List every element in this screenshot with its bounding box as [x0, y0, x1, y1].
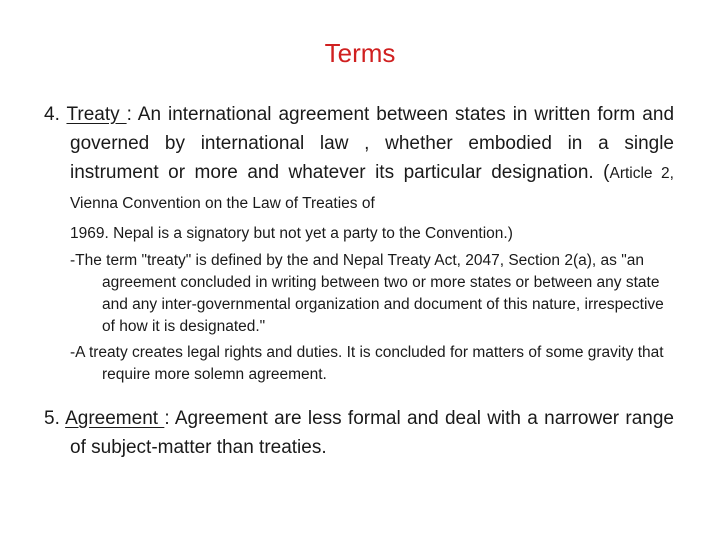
slide-title: Terms [324, 38, 396, 68]
treaty-text: : An international agreement between states in written form and governed by international law , whether embodied in a single instrument or more and whatever its particular designation. ( [70, 104, 675, 183]
term-item-agreement [44, 404, 674, 462]
treaty-citation: Article 2, Vienna Convention on the Law of Treaties of [70, 165, 674, 212]
treaty-definition [44, 100, 674, 218]
treaty-note: -The term "treaty" is defined by the and Nepal Treaty Act, 2047, Section 2(a), as "an agreement concluded in writing between two or more states or between any state and any inter-governmental organization and document of this nature, irrespective of how it is designated." [70, 252, 664, 335]
term-item-treaty [44, 100, 674, 386]
agreement-definition [44, 404, 674, 462]
agreement-text: : Agreement are less formal and deal with a narrower range of subject-matter than treaties. [70, 408, 674, 458]
item-number: 4. [44, 104, 60, 125]
treaty-citation-continuation: 1969. Nepal is a signatory but not yet a party to the Convention.) [70, 225, 513, 242]
term-agreement: Agreement [65, 408, 165, 429]
treaty-note: -A treaty creates legal rights and duties. It is concluded for matters of some gravity that require more solemn agreement. [70, 344, 664, 383]
item-number: 5. [44, 408, 60, 429]
term-treaty: Treaty [66, 104, 127, 125]
